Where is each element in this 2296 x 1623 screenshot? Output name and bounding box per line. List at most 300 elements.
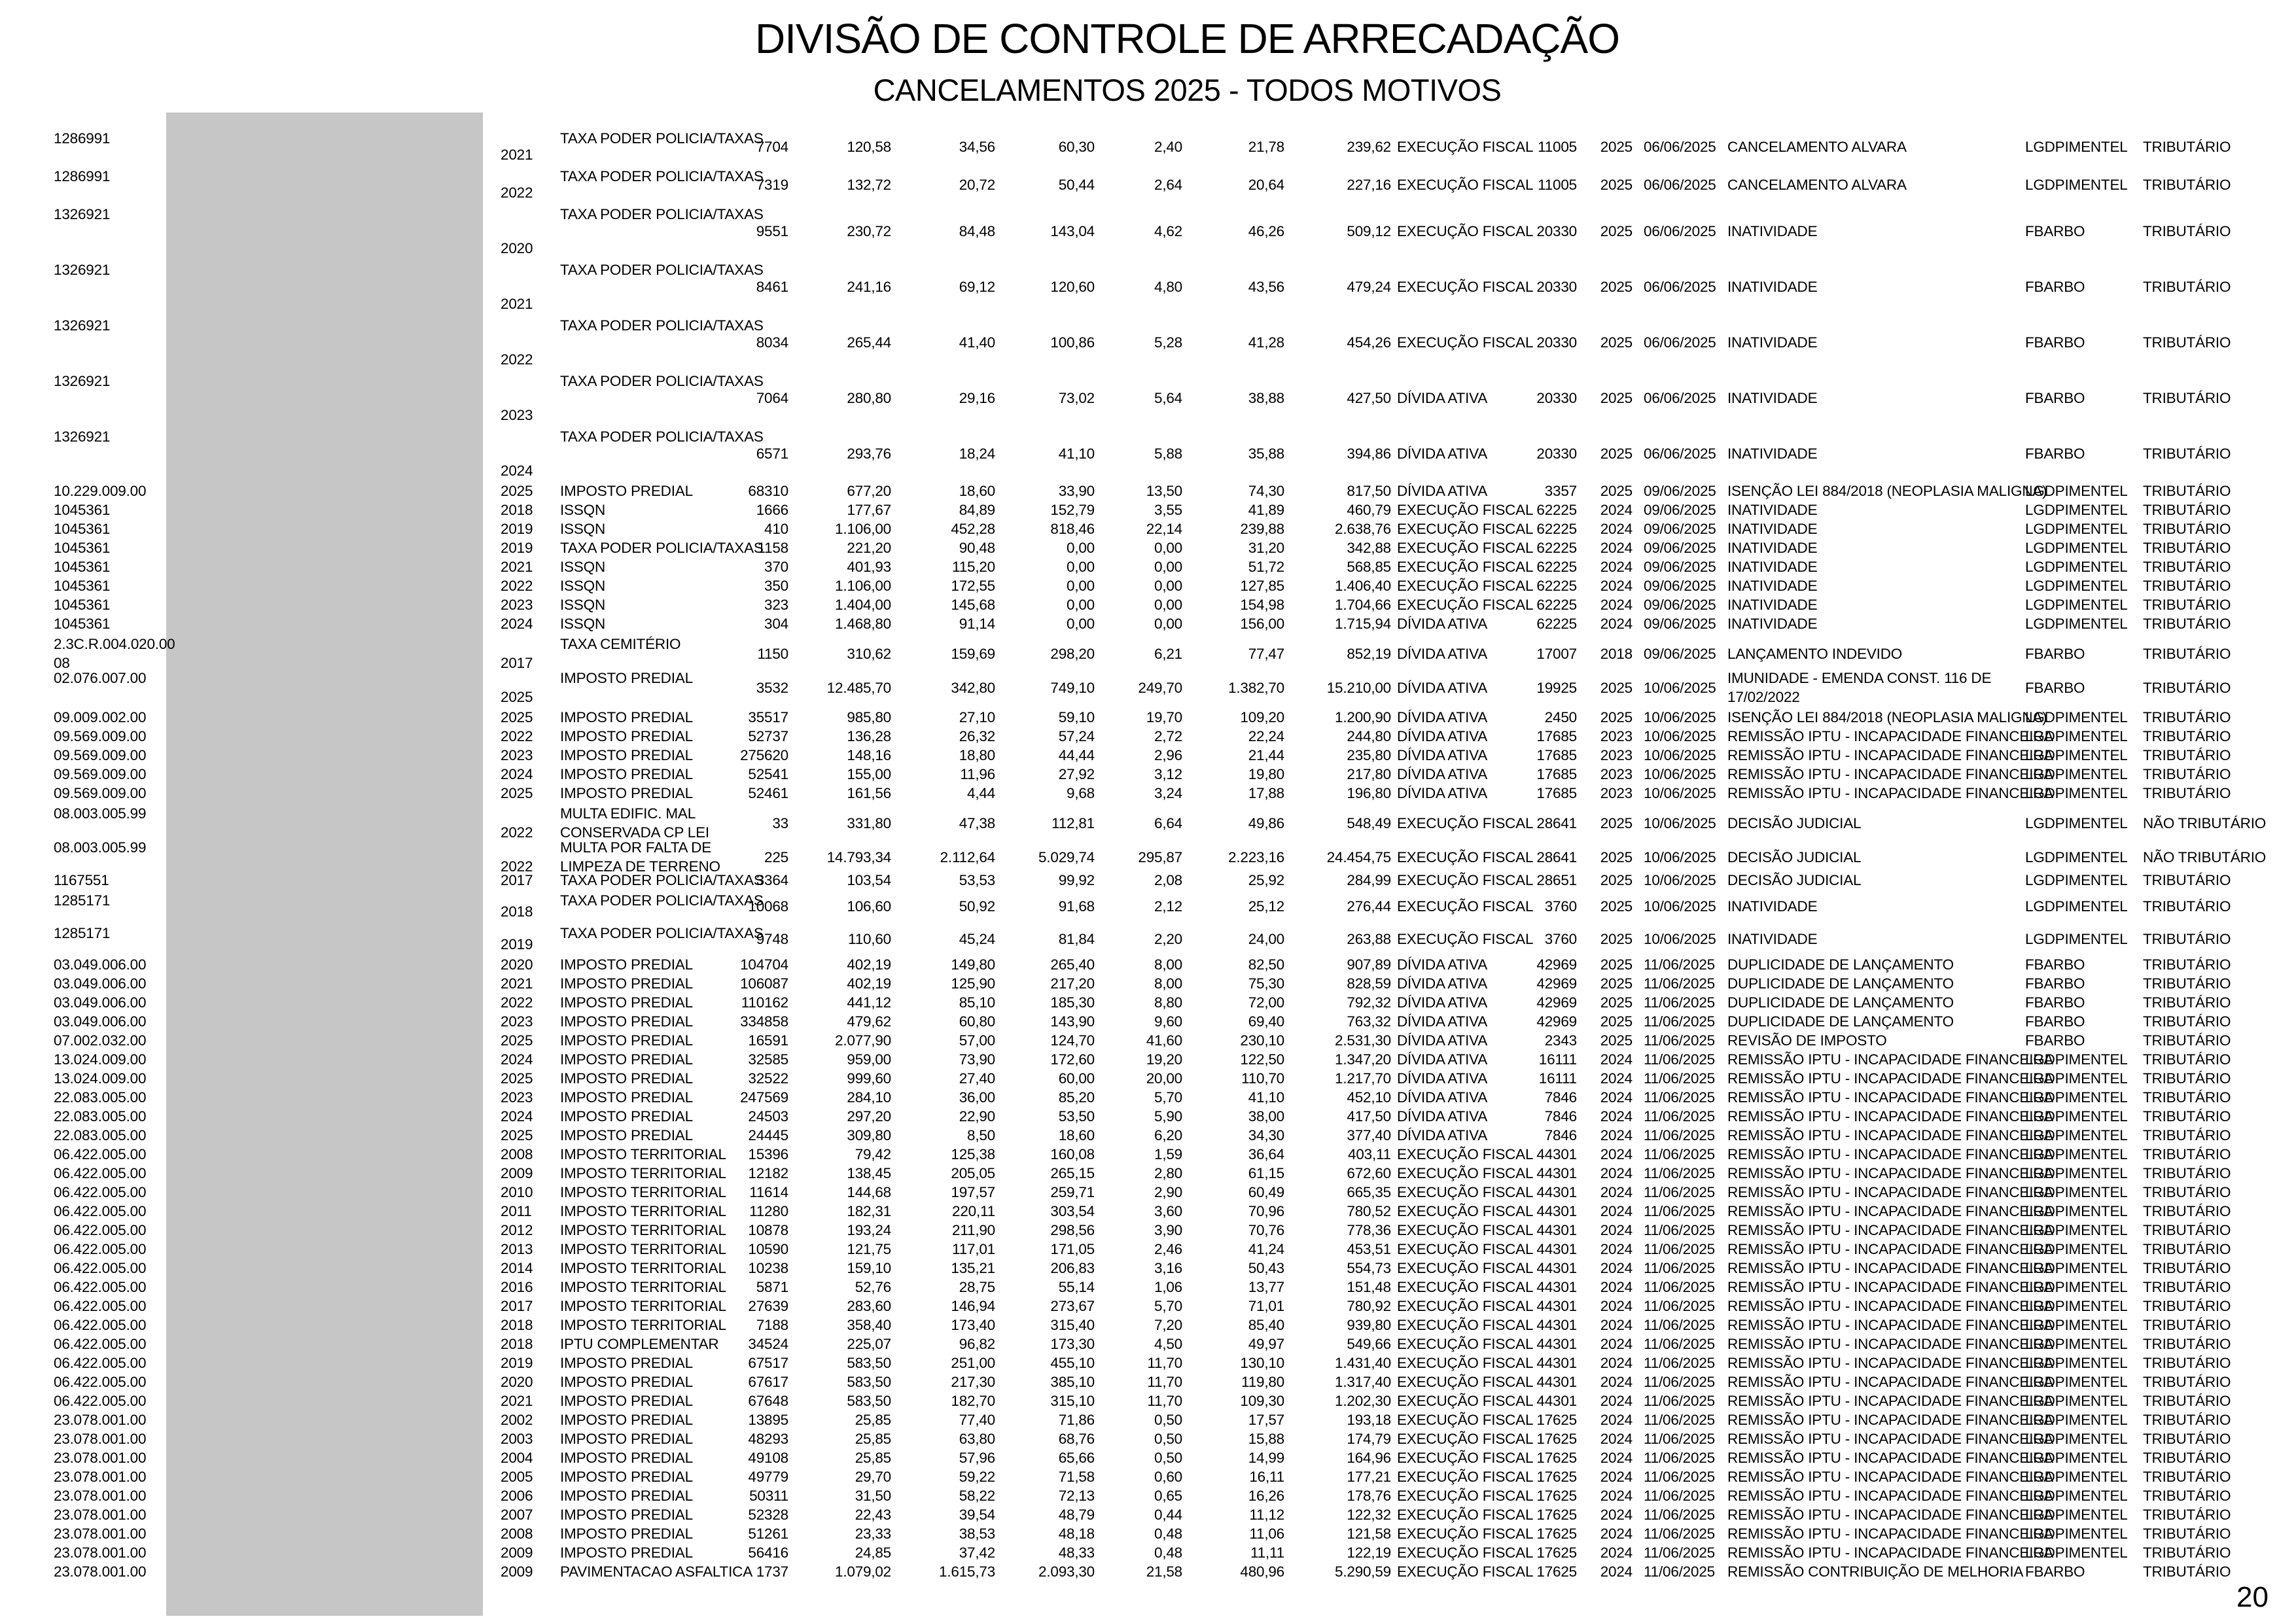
cell-value-3: 57,24: [1058, 728, 1095, 744]
cell-date: 06/06/2025: [1644, 176, 1716, 193]
cell-date: 11/06/2025: [1644, 1507, 1715, 1523]
cell-value-3: 41,10: [1058, 445, 1095, 462]
cell-process-year: 2025: [1600, 709, 1633, 725]
cell-value-4: 7,20: [1154, 1317, 1182, 1333]
cell-value-5: 239,88: [1240, 521, 1284, 537]
cell-value-1: 283,60: [847, 1298, 891, 1314]
cell-date: 11/06/2025: [1644, 956, 1715, 973]
cell-value-2: 38,53: [959, 1526, 995, 1542]
cell-reason: INATIVIDADE: [1727, 597, 1818, 613]
redacted-space: [167, 1429, 501, 1448]
cell-process-number: 3760: [1544, 898, 1577, 915]
cell-date: 10/06/2025: [1644, 709, 1716, 725]
cell-reason: REMISSÃO IPTU - INCAPACIDADE FINANCEIRA: [1727, 1412, 2054, 1428]
cell-value-4: 3,60: [1154, 1203, 1182, 1219]
cell-year: 2021: [501, 1393, 533, 1409]
cell-category: TRIBUTÁRIO: [2143, 1431, 2231, 1447]
cell-inscription: 1045361: [54, 521, 111, 537]
cell-tax-type: IMPOSTO TERRITORIAL: [560, 1165, 726, 1181]
cell-reason: DECISÃO JUDICIAL: [1727, 848, 1862, 865]
cell-value-5: 21,44: [1248, 747, 1284, 763]
cell-value-4: 5,64: [1154, 390, 1182, 406]
cell-value-2: 69,12: [959, 279, 995, 295]
cell-total: 509,12: [1347, 223, 1391, 239]
cell-launch-number: 27639: [748, 1298, 788, 1314]
cell-user: FBARBO: [2025, 334, 2085, 351]
redacted-space: [167, 576, 501, 595]
cell-user: LGDPIMENTEL: [2025, 1051, 2128, 1068]
cell-user: LGDPIMENTEL: [2025, 1412, 2128, 1428]
cell-origin: EXECUÇÃO FISCAL: [1397, 1260, 1534, 1276]
cell-total: 554,73: [1347, 1260, 1391, 1276]
cell-process-year: 2025: [1600, 1032, 1633, 1049]
cell-date: 06/06/2025: [1644, 390, 1716, 406]
cell-value-3: 172,60: [1050, 1051, 1095, 1068]
cell-year: 2022: [501, 728, 533, 744]
table-row: [0, 1107, 2296, 1126]
cell-process-year: 2024: [1600, 1146, 1633, 1162]
cell-user: FBARBO: [2025, 445, 2085, 462]
table-row: [0, 1259, 2296, 1278]
cell-value-4: 2,46: [1154, 1241, 1182, 1257]
cell-tax-type: IMPOSTO PREDIAL: [560, 1488, 693, 1504]
cell-reason: INATIVIDADE: [1727, 390, 1818, 406]
cell-reason: DECISÃO JUDICIAL: [1727, 872, 1862, 888]
cell-user: LGDPIMENTEL: [2025, 728, 2128, 744]
cell-value-5: 156,00: [1240, 616, 1284, 632]
cell-value-1: 25,85: [855, 1412, 891, 1428]
cell-process-number: 42969: [1536, 1013, 1577, 1030]
cell-value-5: 49,97: [1248, 1336, 1284, 1352]
cell-category: TRIBUTÁRIO: [2143, 785, 2231, 801]
cell-reason: REMISSÃO CONTRIBUIÇÃO DE MELHORIA: [1727, 1563, 2024, 1580]
cell-launch-number: 7064: [756, 390, 788, 406]
cell-user: LGDPIMENTEL: [2025, 138, 2128, 155]
cell-origin: DÍVIDA ATIVA: [1397, 785, 1488, 801]
cell-tax-type: ISSQN: [560, 616, 606, 632]
cell-category: TRIBUTÁRIO: [2143, 1507, 2231, 1523]
cell-user: LGDPIMENTEL: [2025, 1393, 2128, 1409]
cell-category: TRIBUTÁRIO: [2143, 956, 2231, 973]
cell-origin: EXECUÇÃO FISCAL: [1397, 138, 1534, 155]
cell-origin: EXECUÇÃO FISCAL: [1397, 176, 1534, 193]
cell-value-4: 20,00: [1146, 1070, 1182, 1087]
cell-user: LGDPIMENTEL: [2025, 540, 2128, 556]
cell-tax-type: TAXA PODER POLICIA/TAXAS: [560, 168, 764, 184]
cell-user: LGDPIMENTEL: [2025, 597, 2128, 613]
cell-launch-number: 10878: [748, 1222, 788, 1238]
cell-value-5: 46,26: [1248, 223, 1284, 239]
table-row: [0, 1467, 2296, 1486]
cell-launch-number: 10590: [748, 1241, 788, 1257]
cell-value-2: 18,80: [959, 747, 995, 763]
cell-year: 2018: [501, 903, 533, 920]
cell-inscription: 1286991: [54, 168, 111, 184]
cell-inscription: 03.049.006.00: [54, 1013, 147, 1030]
cell-value-4: 0,60: [1154, 1469, 1182, 1485]
cell-tax-type: TAXA PODER POLICIA/TAXAS: [560, 206, 764, 222]
cell-value-5: 70,76: [1248, 1222, 1284, 1238]
cell-tax-type: ISSQN: [560, 521, 606, 537]
cell-reason: ISENÇÃO LEI 884/2018 (NEOPLASIA MALIGNA): [1727, 709, 2047, 725]
cell-process-number: 42969: [1536, 956, 1577, 973]
cell-total: 227,16: [1347, 176, 1391, 193]
cell-process-number: 17625: [1536, 1412, 1577, 1428]
cell-year: 2025: [501, 709, 533, 725]
cell-category: TRIBUTÁRIO: [2143, 1222, 2231, 1238]
cell-process-number: 20330: [1536, 334, 1577, 351]
cell-value-5: 71,01: [1248, 1298, 1284, 1314]
cell-process-number: 44301: [1536, 1374, 1577, 1390]
cell-value-2: 251,00: [951, 1355, 995, 1371]
cell-value-1: 2.077,90: [835, 1032, 891, 1049]
cell-inscription: 06.422.005.00: [54, 1336, 147, 1352]
cell-category: TRIBUTÁRIO: [2143, 1108, 2231, 1125]
redacted-space: [167, 426, 501, 481]
cell-value-3: 455,10: [1050, 1355, 1095, 1371]
cell-origin: EXECUÇÃO FISCAL: [1397, 930, 1534, 947]
cell-category: TRIBUTÁRIO: [2143, 1184, 2231, 1200]
cell-value-3: 0,00: [1067, 559, 1095, 575]
cell-reason: REMISSÃO IPTU - INCAPACIDADE FINANCEIRA: [1727, 747, 2054, 763]
cell-tax-type: IMPOSTO PREDIAL: [560, 1013, 693, 1030]
page-subtitle: CANCELAMENTOS 2025 - TODOS MOTIVOS: [873, 73, 1502, 108]
cell-launch-number: 410: [764, 521, 788, 537]
cell-origin: EXECUÇÃO FISCAL: [1397, 540, 1534, 556]
cell-value-1: 401,93: [847, 559, 891, 575]
cell-tax-type: IMPOSTO PREDIAL: [560, 1450, 693, 1466]
cell-value-4: 0,50: [1154, 1412, 1182, 1428]
cell-category: TRIBUTÁRIO: [2143, 975, 2231, 992]
table-row: [0, 1297, 2296, 1316]
cell-user: LGDPIMENTEL: [2025, 1488, 2128, 1504]
redacted-space: [167, 1240, 501, 1259]
cell-tax-type: IMPOSTO PREDIAL: [560, 1544, 693, 1561]
cell-process-number: 44301: [1536, 1355, 1577, 1371]
cell-value-4: 0,00: [1154, 597, 1182, 613]
cell-launch-number: 8461: [756, 279, 788, 295]
cell-category: TRIBUTÁRIO: [2143, 1051, 2231, 1068]
cell-process-number: 17685: [1536, 766, 1577, 782]
redacted-space: [167, 1335, 501, 1353]
cell-process-year: 2024: [1600, 1108, 1633, 1125]
cell-process-number: 17625: [1536, 1526, 1577, 1542]
cell-value-3: 152,79: [1050, 502, 1095, 518]
cell-process-year: 2024: [1600, 1374, 1633, 1390]
cell-user: LGDPIMENTEL: [2025, 1544, 2128, 1561]
redacted-space: [167, 1202, 501, 1221]
cell-date: 09/06/2025: [1644, 502, 1716, 518]
cell-user: LGDPIMENTEL: [2025, 785, 2128, 801]
cell-user: LGDPIMENTEL: [2025, 766, 2128, 782]
cell-value-3: 143,04: [1050, 223, 1095, 239]
cell-year: 2013: [501, 1241, 533, 1257]
cell-value-1: 309,80: [847, 1127, 891, 1143]
cell-value-5: 17,88: [1248, 785, 1284, 801]
cell-tax-type: IMPOSTO PREDIAL: [560, 1032, 693, 1049]
cell-year: 2022: [501, 578, 533, 594]
cell-year: 2017: [501, 872, 533, 888]
cell-value-1: 280,80: [847, 390, 891, 406]
cell-total: 1.406,40: [1335, 578, 1391, 594]
cell-process-year: 2024: [1600, 1089, 1633, 1106]
cell-value-3: 818,46: [1050, 521, 1095, 537]
cell-process-year: 2025: [1600, 930, 1633, 947]
cell-value-4: 6,21: [1154, 645, 1182, 662]
cell-inscription: 1285171: [54, 892, 111, 909]
cell-total: 122,19: [1347, 1544, 1391, 1561]
cell-value-5: 34,30: [1248, 1127, 1284, 1143]
cell-date: 11/06/2025: [1644, 1279, 1715, 1295]
cell-user: LGDPIMENTEL: [2025, 930, 2128, 947]
cell-value-2: 85,10: [959, 994, 995, 1011]
cell-category: TRIBUTÁRIO: [2143, 1203, 2231, 1219]
cell-value-2: 53,53: [959, 872, 995, 888]
cell-year: 2024: [501, 616, 533, 632]
cell-category: TRIBUTÁRIO: [2143, 1298, 2231, 1314]
cell-process-number: 62225: [1536, 521, 1577, 537]
cell-launch-number: 323: [764, 597, 788, 613]
cell-process-number: 7846: [1544, 1089, 1577, 1106]
redacted-space: [167, 708, 501, 727]
cell-value-3: 298,20: [1050, 645, 1095, 662]
cell-value-2: 77,40: [959, 1412, 995, 1428]
cell-origin: EXECUÇÃO FISCAL: [1397, 279, 1534, 295]
cell-process-year: 2025: [1600, 814, 1633, 831]
cell-inscription: 06.422.005.00: [54, 1184, 147, 1200]
cell-value-2: 18,60: [959, 483, 995, 499]
cell-process-number: 7846: [1544, 1127, 1577, 1143]
cell-value-4: 3,24: [1154, 785, 1182, 801]
cell-year: 2016: [501, 1279, 533, 1295]
cell-value-2: 11,96: [960, 766, 995, 782]
cell-value-4: 2,90: [1154, 1184, 1182, 1200]
cell-process-year: 2024: [1600, 1241, 1633, 1257]
cell-value-1: 241,16: [847, 279, 891, 295]
table-row: [0, 481, 2296, 500]
cell-reason: INATIVIDADE: [1727, 223, 1818, 239]
cell-value-1: 985,80: [847, 709, 891, 725]
cell-year: 2021: [501, 296, 533, 312]
cell-total: 452,10: [1347, 1089, 1391, 1106]
cell-process-year: 2025: [1600, 872, 1633, 888]
cell-value-4: 11,70: [1147, 1355, 1182, 1371]
cell-tax-type: TAXA PODER POLICIA/TAXAS: [560, 262, 764, 278]
cell-date: 11/06/2025: [1644, 1336, 1715, 1352]
table-row: [0, 1562, 2296, 1581]
cell-process-year: 2024: [1600, 1355, 1633, 1371]
cell-value-4: 3,90: [1154, 1222, 1182, 1238]
cell-total: 907,89: [1347, 956, 1391, 973]
cell-process-year: 2025: [1600, 994, 1633, 1011]
redacted-space: [167, 1107, 501, 1126]
cell-origin: EXECUÇÃO FISCAL: [1397, 1563, 1534, 1580]
cell-category: TRIBUTÁRIO: [2143, 540, 2231, 556]
cell-date: 10/06/2025: [1644, 898, 1716, 915]
cell-inscription: 1167551: [54, 872, 109, 888]
cell-process-number: 16111: [1538, 1051, 1577, 1068]
cell-value-1: 193,24: [847, 1222, 891, 1238]
cell-user: FBARBO: [2025, 679, 2085, 696]
cell-reason: INATIVIDADE: [1727, 334, 1818, 351]
cell-category: TRIBUTÁRIO: [2143, 1563, 2231, 1580]
cell-process-number: 44301: [1536, 1184, 1577, 1200]
cell-reason: REMISSÃO IPTU - INCAPACIDADE FINANCEIRA: [1727, 1089, 2054, 1106]
cell-value-4: 6,64: [1154, 814, 1182, 831]
cell-total: 121,58: [1347, 1526, 1391, 1542]
cell-category: TRIBUTÁRIO: [2143, 930, 2231, 947]
redacted-space: [167, 500, 501, 519]
cell-value-5: 60,49: [1248, 1184, 1284, 1200]
cell-value-4: 2,64: [1154, 176, 1182, 193]
cell-process-year: 2025: [1600, 975, 1633, 992]
cell-value-3: 749,10: [1050, 679, 1095, 696]
redacted-space: [167, 727, 501, 746]
cell-tax-type: TAXA PODER POLICIA/TAXAS: [560, 317, 764, 334]
cell-value-3: 99,92: [1058, 872, 1095, 888]
cell-year: 2011: [501, 1203, 532, 1219]
cell-value-2: 4,44: [967, 785, 995, 801]
cell-user: FBARBO: [2025, 279, 2085, 295]
cell-reason: INATIVIDADE: [1727, 930, 1818, 947]
cell-process-number: 28651: [1536, 872, 1577, 888]
table-row: [0, 922, 2296, 955]
cell-launch-number: 7704: [756, 138, 788, 155]
cell-origin: EXECUÇÃO FISCAL: [1397, 502, 1534, 518]
cell-tax-type: PAVIMENTACAO ASFALTICA: [560, 1563, 752, 1580]
cell-value-4: 19,70: [1146, 709, 1182, 725]
cell-value-2: 73,90: [959, 1051, 995, 1068]
cell-user: LGDPIMENTEL: [2025, 1336, 2128, 1352]
cell-tax-type: IMPOSTO TERRITORIAL: [560, 1222, 726, 1238]
table-row: [0, 667, 2296, 708]
cell-process-number: 17625: [1536, 1488, 1577, 1504]
cell-launch-number: 33: [772, 814, 788, 831]
cell-process-number: 44301: [1536, 1165, 1577, 1181]
cell-value-3: 48,18: [1058, 1526, 1095, 1542]
cell-user: FBARBO: [2025, 1563, 2085, 1580]
cell-value-5: 16,26: [1248, 1488, 1284, 1504]
cell-inscription: 1045361: [54, 616, 111, 632]
cell-launch-number: 8034: [756, 334, 788, 351]
cell-value-3: 259,71: [1050, 1184, 1095, 1200]
cell-value-3: 60,30: [1058, 138, 1095, 155]
cell-value-1: 14.793,34: [826, 848, 891, 865]
cell-value-5: 130,10: [1240, 1355, 1284, 1371]
cell-category: NÃO TRIBUTÁRIO: [2143, 848, 2267, 865]
redacted-space: [167, 974, 501, 993]
cell-process-number: 44301: [1536, 1146, 1577, 1162]
cell-value-1: 120,58: [847, 138, 891, 155]
cell-launch-number: 3532: [756, 679, 788, 696]
cell-value-3: 171,05: [1050, 1241, 1095, 1257]
cell-tax-type: IMPOSTO TERRITORIAL: [560, 1298, 726, 1314]
cell-origin: EXECUÇÃO FISCAL: [1397, 1279, 1534, 1295]
redacted-space: [167, 315, 501, 370]
cell-process-number: 44301: [1536, 1260, 1577, 1276]
cell-tax-type: IMPOSTO PREDIAL: [560, 1070, 693, 1087]
cell-total: 1.715,94: [1335, 616, 1391, 632]
cell-origin: DÍVIDA ATIVA: [1397, 709, 1488, 725]
cell-value-4: 6,20: [1154, 1127, 1182, 1143]
cell-value-5: 36,64: [1248, 1146, 1284, 1162]
cell-value-4: 2,20: [1154, 930, 1182, 947]
cell-reason: REMISSÃO IPTU - INCAPACIDADE FINANCEIRA: [1727, 1184, 2054, 1200]
cell-reason: INATIVIDADE: [1727, 521, 1818, 537]
cell-process-year: 2024: [1600, 1469, 1633, 1485]
cell-year: 2025: [501, 689, 533, 705]
table-row: [0, 1012, 2296, 1031]
cell-value-1: 138,45: [847, 1165, 891, 1181]
cell-launch-number: 225: [764, 848, 788, 865]
cell-value-1: 441,12: [847, 994, 891, 1011]
cell-date: 11/06/2025: [1644, 1260, 1715, 1276]
cell-process-number: 62225: [1536, 616, 1577, 632]
cell-value-5: 61,15: [1248, 1165, 1284, 1181]
cell-process-year: 2024: [1600, 1526, 1633, 1542]
cell-reason: CANCELAMENTO ALVARA: [1727, 138, 1907, 155]
cell-value-3: 91,68: [1058, 898, 1095, 915]
cell-tax-type: IMPOSTO PREDIAL: [560, 785, 693, 801]
cell-user: LGDPIMENTEL: [2025, 1355, 2128, 1371]
cell-value-3: 315,10: [1050, 1393, 1095, 1409]
cell-value-2: 182,70: [951, 1393, 995, 1409]
cell-tax-type: IMPOSTO PREDIAL: [560, 1108, 693, 1125]
cell-value-2: 91,14: [959, 616, 995, 632]
cell-reason: REMISSÃO IPTU - INCAPACIDADE FINANCEIRA: [1727, 1241, 2054, 1257]
cell-value-4: 9,60: [1154, 1013, 1182, 1030]
cell-origin: DÍVIDA ATIVA: [1397, 1127, 1488, 1143]
cell-process-year: 2024: [1600, 1393, 1633, 1409]
cell-process-year: 2025: [1600, 138, 1633, 155]
cell-origin: DÍVIDA ATIVA: [1397, 1070, 1488, 1087]
table-row: [0, 784, 2296, 803]
redacted-space: [167, 1164, 501, 1183]
cell-value-1: 999,60: [847, 1070, 891, 1087]
cell-value-1: 1.106,00: [835, 578, 891, 594]
cell-date: 10/06/2025: [1644, 785, 1716, 801]
cell-user: LGDPIMENTEL: [2025, 1298, 2128, 1314]
cell-total: 939,80: [1347, 1317, 1391, 1333]
cell-user: LGDPIMENTEL: [2025, 1507, 2128, 1523]
cell-total: 792,32: [1347, 994, 1391, 1011]
cell-category: TRIBUTÁRIO: [2143, 597, 2231, 613]
cell-value-5: 22,24: [1248, 728, 1284, 744]
cell-value-3: 273,67: [1050, 1298, 1095, 1314]
cell-year: 2018: [501, 1317, 533, 1333]
cell-reason: REMISSÃO IPTU - INCAPACIDADE FINANCEIRA: [1727, 1374, 2054, 1390]
cell-value-1: 230,72: [847, 223, 891, 239]
cell-user: LGDPIMENTEL: [2025, 898, 2128, 915]
cell-reason: REMISSÃO IPTU - INCAPACIDADE FINANCEIRA: [1727, 1298, 2054, 1314]
cell-total: 852,19: [1347, 645, 1391, 662]
table-row: [0, 1221, 2296, 1240]
redacted-space: [167, 1012, 501, 1031]
cell-inscription: 06.422.005.00: [54, 1317, 147, 1333]
cell-origin: DÍVIDA ATIVA: [1397, 956, 1488, 973]
cell-category: TRIBUTÁRIO: [2143, 1336, 2231, 1352]
cell-value-3: 81,84: [1058, 930, 1095, 947]
cell-user: LGDPIMENTEL: [2025, 1431, 2128, 1447]
cell-reason: REMISSÃO IPTU - INCAPACIDADE FINANCEIRA: [1727, 1431, 2054, 1447]
cell-value-1: 310,62: [847, 645, 891, 662]
cell-value-4: 11,70: [1147, 1374, 1182, 1390]
cell-total: 1.217,70: [1335, 1070, 1391, 1087]
cell-value-2: 60,80: [959, 1013, 995, 1030]
cell-tax-type: IMPOSTO TERRITORIAL: [560, 1241, 726, 1257]
cell-user: LGDPIMENTEL: [2025, 872, 2128, 888]
cell-value-5: 109,20: [1240, 709, 1284, 725]
